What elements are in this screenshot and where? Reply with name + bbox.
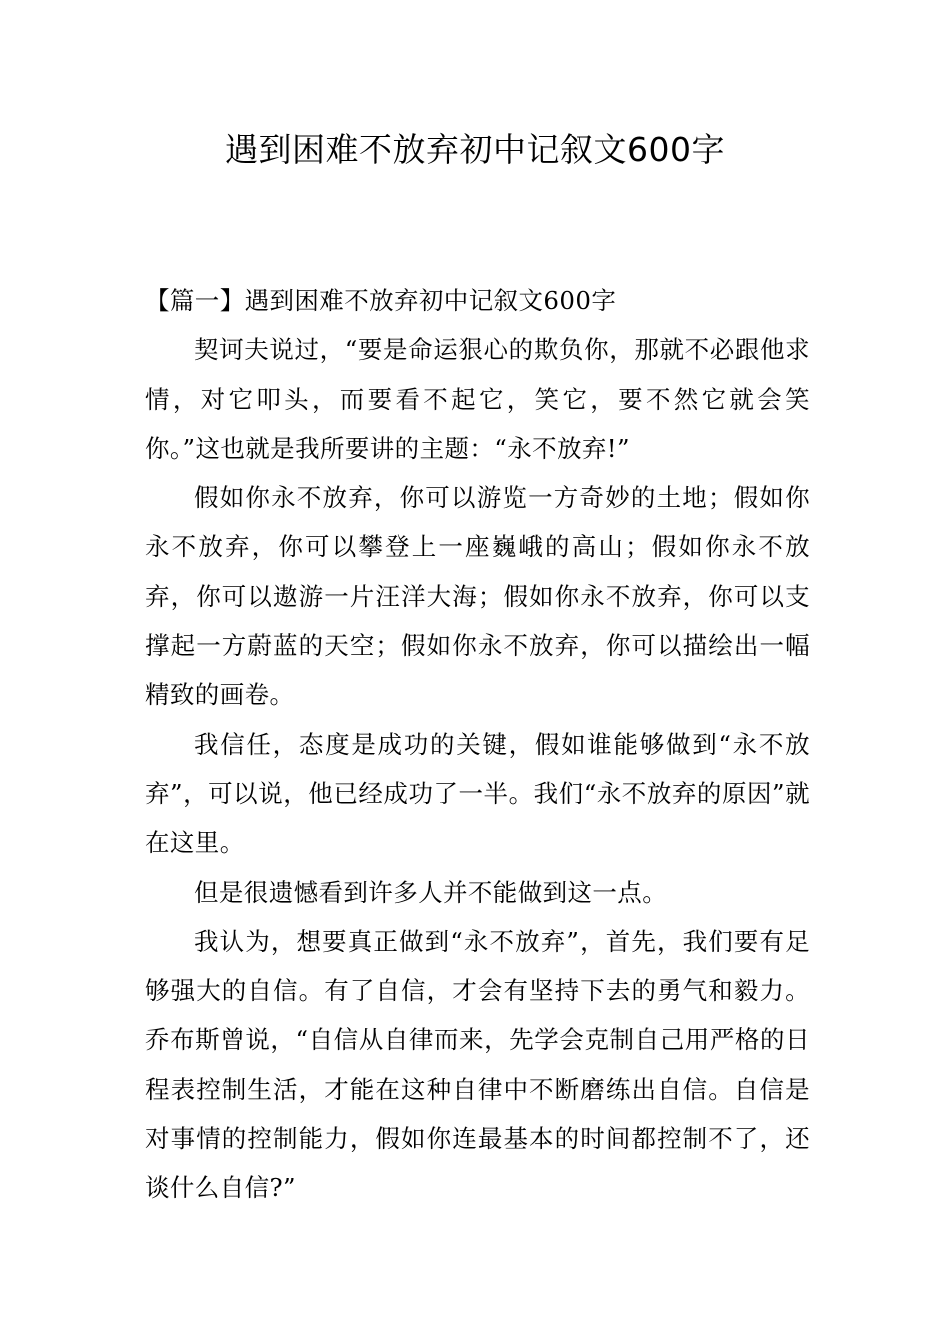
paragraph-2: 假如你永不放弃，你可以游览一方奇妙的土地；假如你永不放弃，你可以攀登上一座巍峨的高山；假如你永不放弃，你可以遨游一片汪洋大海；假如你永不放弃，你可以支撑起一方蔚蓝的天空；假如你永不放弃，你可以描绘出一幅精致的画卷。 <box>145 483 810 710</box>
section-heading: 【篇一】遇到困难不放弃初中记叙文600字 <box>145 286 617 315</box>
paragraph-3: 我信任，态度是成功的关键，假如谁能够做到“永不放弃”，可以说，他已经成功了一半。我们“永不放弃的原因”就在这里。 <box>145 729 810 858</box>
document-body <box>145 276 810 1213</box>
document-title: 遇到困难不放弃初中记叙文600字 <box>225 130 725 169</box>
paragraph-5: 我认为，想要真正做到“永不放弃”，首先，我们要有足够强大的自信。有了自信，才会有坚持下去的勇气和毅力。乔布斯曾说，“自信从自律而来，先学会克制自己用严格的日程表控制生活，才能在这种自律中不断磨练出自信。自信是对事情的控制能力，假如你连最基本的时间都控制不了，还谈什么自信?” <box>145 926 810 1203</box>
paragraph-1: 契诃夫说过，“要是命运狠心的欺负你，那就不必跟他求情，对它叩头，而要看不起它，笑它，要不然它就会笑你。”这也就是我所要讲的主题：“永不放弃!” <box>145 335 810 463</box>
paragraph-4: 但是很遗憾看到许多人并不能做到这一点。 <box>194 877 668 907</box>
